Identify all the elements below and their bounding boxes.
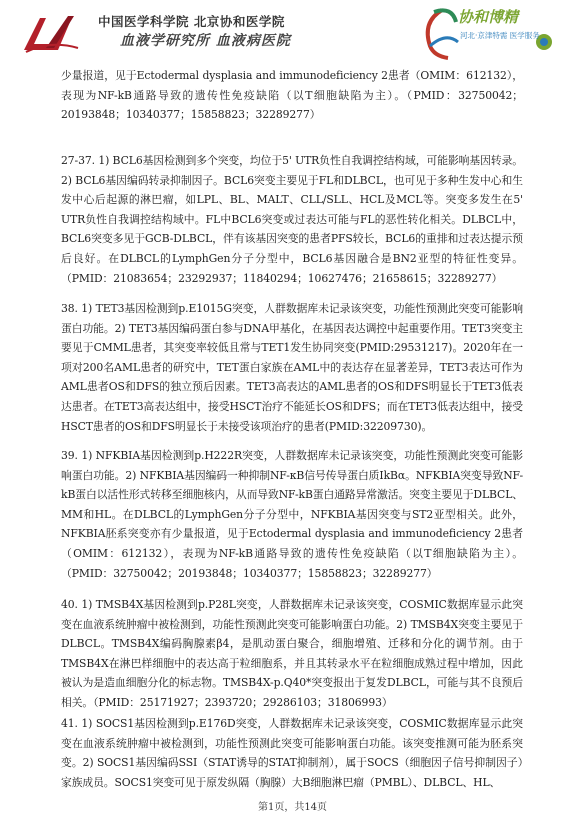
paragraph-tet3: 38. 1) TET3基因检测到p.E1015G突变，人群数据库未记录该突变，功能性预测此突变可能影响蛋白功能。2) TET3基因编码蛋白参与DNA甲基化，在基因表达调控中起重要作用。TET3突变主要见于CMML患者，其突变率较低且常与TET1发生协同突变(PMID:29531217)。2020年在一项对200名AML患者的研究中，TET蛋白家族在AML中的表达存在显著差异，TET3表达可作为AML患者OS和DFS的独立预后因素。TET3高表达的AML患者的OS和DFS明显长于TET3低表达患者。在TET3高表达组中，接受HSCT治疗不能延长OS和DFS；而在TET3低表达组中，接受HSCT患者的OS和DFS明显长于未接受该项治疗的患者(PMID:32209730)。 xyxy=(61,302,523,433)
paragraph-tmsb4x: 40. 1) TMSB4X基因检测到p.P28L突变，人群数据库未记录该突变，COSMIC数据库显示此突变在血液系统肿瘤中被检测到，功能性预测此突变可能影响蛋白功能。2) TMSB4X突变主要见于DLBCL。TMSB4X编码胸腺素β4，是肌动蛋白聚合，细胞增殖、迁移和分化的调节剂。由于TMSB4X在淋巴样细胞中的表达高于粒细胞系，并且其转录水平在粒细胞成熟过程中增加，因此被认为是造血细胞分化的标志物。TMSB4X-p.Q40*突变报出于复发DLBCL，可能与其不良预后相关。（PMID：25171927；2393720；29286103；31806993） xyxy=(61,598,523,709)
paragraph-intro: 少量报道，见于Ectodermal dysplasia and immunodeficiency 2患者（OMIM：612132），表现为NF-kB通路导致的遗传性免疫缺陷（以T细胞缺陷为主）。（PMID：32750042；20193848；10340377；15858823；32289277） xyxy=(61,69,523,122)
page-number: 第1页，共14页 xyxy=(257,802,328,813)
brand-name: 协和博精 xyxy=(458,8,519,26)
brand-subtitle: 河北·京津特需 医学服务 xyxy=(460,31,540,40)
paragraph-socs1: 41. 1) SOCS1基因检测到p.E176D突变，人群数据库未记录该突变，COSMIC数据库显示此突变在血液系统肿瘤中被检测到，功能性预测此突变可能影响蛋白功能。该突变推测可能为胚系突变。2) SOCS1基因编码SSI（STAT诱导的STAT抑制剂），属于SOCS（细胞因子信号抑制因子）家族成员。SOCS1突变可见于原发纵隔（胸腺）大B细胞淋巴瘤（PMBL）、DLBCL、HL、 xyxy=(61,717,523,789)
hospital-logo xyxy=(20,10,80,56)
paragraph-bcl6: 27-37. 1) BCL6基因检测到多个突变，均位于5' UTR负性自我调控结构域，可能影响基因转录。2) BCL6基因编码转录抑制因子。BCL6突变主要见于FL和DLBCL，也可见于多种生发中心和生发中心后起源的淋巴瘤，如LPL、BL、MALT、CLL/SLL、HCL及MCL等。突变多发生在5' UTR负性自我调控结构域中。FL中BCL6突变或过表达可能与FL的恶性转化相关。DLBCL中，BCL6突变多见于GCB-DLBCL，伴有该基因突变的患者PFS较长，BCL6的重排和过表达提示预后良好。在DLBCL的LymphGen分子分型中，BCL6基因融合是BN2亚型的特征性变异。（PMID：21083654；23292937；11840294；10627476；21658615；32289277） xyxy=(61,154,523,285)
institution-name: 中国医学科学院 北京协和医学院 xyxy=(98,14,285,29)
page-header xyxy=(0,0,585,62)
institution-subname: 血液学研究所 血液病医院 xyxy=(120,33,291,49)
paragraph-nfkbia: 39. 1) NFKBIA基因检测到p.H222R突变，人群数据库未记录该突变，功能性预测此突变可能影响蛋白功能。2) NFKBIA基因编码一种抑制NF-κB信号传导蛋白质IkBα。NFKBIA突变导致NF-kB蛋白以活性形式转移至细胞核内，从而导致NF-kB蛋白通路异常激活。突变主要见于DLBCL、MM和HL。在DLBCL的LymphGen分子分型中，NFKBIA基因突变与ST2亚型相关。此外，NFKBIA胚系突变亦有少量报道，见于Ectodermal dysplasia and immunodeficiency 2患者（OMIM：612132），表现为NF-kB通路导致的遗传性免疫缺陷（以T细胞缺陷为主）。（PMID：32750042；20193848；10340377；15858823；32289277） xyxy=(61,449,523,580)
